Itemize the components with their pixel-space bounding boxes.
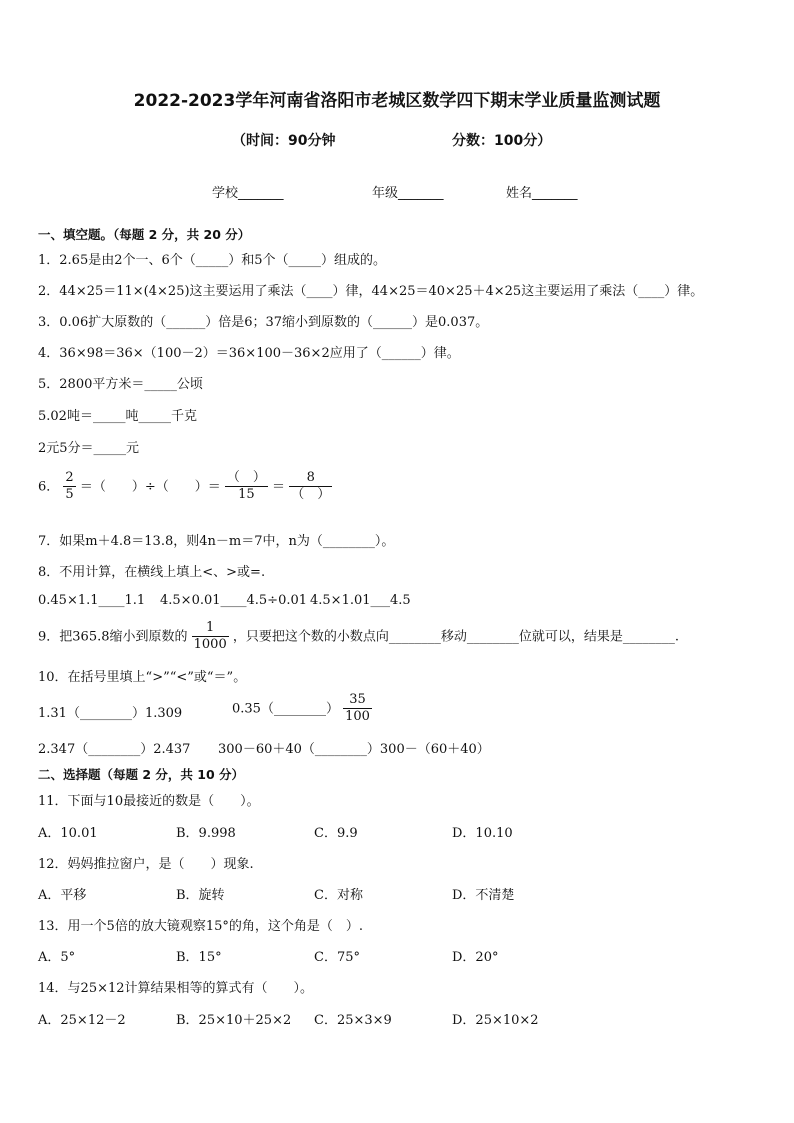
q10-b-fraction: $\frac{35}{100}$ [345, 692, 370, 725]
q12-option-b: B．旋转 [176, 888, 225, 903]
exam-title: 2022-2023学年河南省洛阳市老城区数学四下期末学业质量监测试题 [133, 91, 661, 111]
grade-field: 年级_______ [372, 186, 444, 201]
school-field: 学校_______ [212, 186, 284, 201]
q13-option-a: A．5° [38, 950, 76, 965]
question-12: 12．妈妈推拉窗户，是（ ）现象. [38, 857, 254, 872]
question-14: 14．与25×12计算结果相等的算式有（ ）。 [38, 981, 314, 996]
q8-item-3: 4.5×1.01___4.5 [310, 593, 411, 608]
q13-option-d: D．20° [452, 950, 499, 965]
q12-option-d: D．不清楚 [452, 888, 515, 903]
section-heading-fill: 一、填空题。（每题 2 分，共 20 分） [38, 227, 251, 242]
question-7: 7．如果m＋4.8＝13.8，则4n－m＝7中，n为（________）。 [38, 534, 395, 549]
q14-option-a: A．25×12－2 [38, 1013, 126, 1028]
q6-fraction-1: $\frac{2}{5}$ [65, 470, 74, 503]
q14-option-d: D．25×10×2 [452, 1013, 539, 1028]
question-5c: 2元5分＝_____元 [38, 441, 140, 456]
q9-suffix: ，只要把这个数的小数点向________移动________位就可以，结果是________. [232, 629, 680, 645]
q9-prefix: 9．把365.8缩小到原数的 [38, 629, 188, 645]
question-11: 11．下面与10最接近的数是（ ）。 [38, 794, 260, 809]
q11-option-b: B．9.998 [176, 826, 236, 841]
q11-option-d: D．10.10 [452, 826, 513, 841]
name-field: 姓名_______ [506, 186, 578, 201]
question-2: 2．44×25＝11×(4×25)这主要运用了乘法（____）律，44×25＝40×25＋4×25这主要运用了乘法（____）律。 [38, 284, 704, 299]
question-9 [38, 620, 679, 654]
section-heading-choice: 二、选择题（每题 2 分，共 10 分） [38, 767, 245, 782]
question-6 [38, 470, 332, 504]
exam-time: （时间：90分钟 [232, 133, 336, 149]
q13-option-b: B．15° [176, 950, 222, 965]
q10-item-b [232, 692, 372, 726]
q6-middle: ＝（ ）÷（ ）＝ [79, 479, 221, 495]
question-5b: 5.02吨＝_____吨_____千克 [38, 409, 197, 424]
question-8: 8．不用计算，在横线上填上<、>或=. [38, 565, 266, 580]
q14-option-c: C．25×3×9 [314, 1013, 392, 1028]
question-13: 13．用一个5倍的放大镜观察15°的角，这个角是（ ）. [38, 919, 363, 934]
q9-fraction: $\frac{1}{1000}$ [193, 620, 227, 653]
q10-b-text: 0.35（________） [232, 701, 339, 717]
q8-item-1: 0.45×1.1____1.1 [38, 593, 146, 608]
exam-score: 分数：100分） [452, 133, 552, 149]
question-5a: 5．2800平方米＝_____公顷 [38, 377, 203, 392]
question-3: 3．0.06扩大原数的（______）倍是6；37缩小到原数的（______）是0.037。 [38, 315, 489, 330]
q6-fraction-3: $\frac{8}{( )}$ [291, 470, 331, 503]
q12-option-a: A．平移 [38, 888, 87, 903]
q10-item-c: 2.347（________）2.437 [38, 742, 191, 757]
q6-equals: ＝ [272, 479, 286, 495]
q13-option-c: C．75° [314, 950, 360, 965]
q12-option-c: C．对称 [314, 888, 363, 903]
q14-option-b: B．25×10＋25×2 [176, 1013, 292, 1028]
q11-option-a: A．10.01 [38, 826, 98, 841]
q10-item-d: 300－60＋40（________）300－（60＋40） [218, 742, 490, 757]
q11-option-c: C．9.9 [314, 826, 358, 841]
q10-item-a: 1.31（________）1.309 [38, 706, 183, 721]
question-1: 1．2.65是由2个一、6个（_____）和5个（_____）组成的。 [38, 253, 387, 268]
q8-item-2: 4.5×0.01____4.5÷0.01 [160, 593, 308, 608]
question-10: 10．在括号里填上“>”“<”或“＝”。 [38, 670, 247, 685]
q6-prefix: 6． [38, 479, 60, 495]
question-4: 4．36×98＝36×（100－2）＝36×100－36×2应用了（______）律。 [38, 346, 460, 361]
q6-fraction-2: $\frac{( )}{15}$ [226, 470, 266, 503]
